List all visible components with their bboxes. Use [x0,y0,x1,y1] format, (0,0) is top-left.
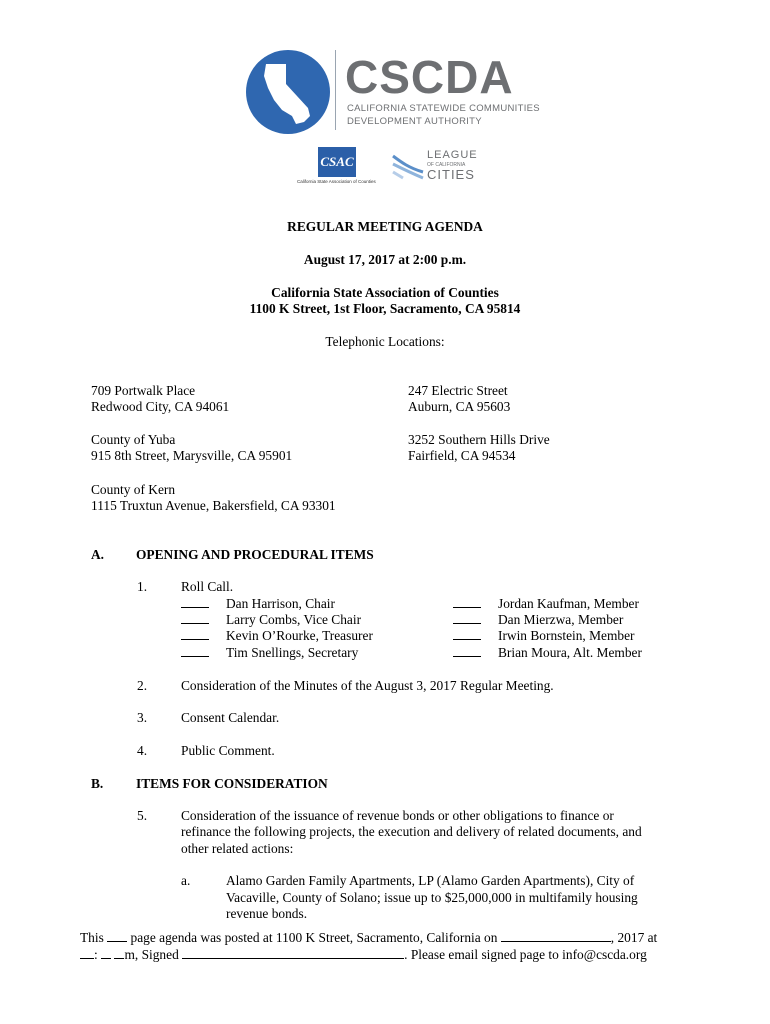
hour-blank[interactable] [80,947,94,959]
location-2-line1: 247 Electric Street [408,383,508,398]
attendance-blank[interactable] [181,645,209,657]
item-1-number: 1. [137,579,148,594]
logo-divider [335,50,336,130]
section-b-title: ITEMS FOR CONSIDERATION [136,776,328,791]
member-name: Tim Snellings, Secretary [226,645,359,660]
attendance-blank[interactable] [453,596,481,608]
logo-wordmark: CSCDA [345,51,514,103]
posting-text: m, Signed [124,947,179,962]
location-5-line1: County of Kern [91,482,176,497]
location-1-line2: Redwood City, CA 94061 [91,399,230,414]
signature-blank[interactable] [182,947,404,959]
roll-call-row [181,645,209,661]
item-5-line2: refinance the following projects, the execution and delivery of related documents, and [181,824,642,839]
member-name: Larry Combs, Vice Chair [226,612,362,627]
member-name: Irwin Bornstein, Member [498,628,635,643]
member-name: Kevin O’Rourke, Treasurer [226,628,373,643]
league-of-cities-icon [391,152,425,184]
meeting-date: August 17, 2017 at 2:00 p.m. [303,252,467,267]
posting-line-2 [80,947,647,963]
section-a-title: OPENING AND PROCEDURAL ITEMS [136,547,374,562]
section-b-letter: B. [91,776,104,791]
posting-text: This [80,930,104,945]
meeting-address: 1100 K Street, 1st Floor, Sacramento, CA 95814 [249,301,521,316]
roll-call-row [453,612,481,628]
csac-logo: CSAC [318,147,356,177]
posting-text: : [94,947,98,962]
member-name: Dan Mierzwa, Member [498,612,624,627]
posting-line-1 [80,930,657,946]
league-text-bottom: CITIES [427,167,475,182]
section-a-letter: A. [91,547,105,562]
posting-date-blank[interactable] [501,930,611,942]
item-2-text: Consideration of the Minutes of the August 3, 2017 Regular Meeting. [181,678,554,693]
item-5a-line3: revenue bonds. [226,906,308,921]
meeting-venue: California State Association of Counties [271,285,499,300]
attendance-blank[interactable] [181,596,209,608]
csac-caption: California State Association of Counties [297,179,376,184]
location-1-line1: 709 Portwalk Place [91,383,196,398]
logo-subtitle-line2: DEVELOPMENT AUTHORITY [347,116,482,127]
item-5a-line2: Vacaville, County of Solano; issue up to $25,000,000 in multifamily housing [226,890,638,905]
item-5-line1: Consideration of the issuance of revenue bonds or other obligations to finance or [181,808,614,823]
attendance-blank[interactable] [181,628,209,640]
item-5a-line1: Alamo Garden Family Apartments, LP (Alamo Garden Apartments), City of [226,873,635,888]
item-1-text: Roll Call. [181,579,234,594]
league-text-mid: OF CALIFORNIA [427,162,466,168]
page-count-blank[interactable] [107,930,127,942]
item-4-text: Public Comment. [181,743,275,758]
agenda-title: REGULAR MEETING AGENDA [287,219,483,234]
item-5a-letter: a. [181,873,191,888]
location-2-line2: Auburn, CA 95603 [408,399,511,414]
attendance-blank[interactable] [453,628,481,640]
member-name: Dan Harrison, Chair [226,596,335,611]
location-4-line1: 3252 Southern Hills Drive [408,432,550,447]
posting-text: . Please email signed page to info@cscda.org [404,947,647,962]
item-5-line3: other related actions: [181,841,294,856]
item-4-number: 4. [137,743,148,758]
league-text-top: LEAGUE [427,149,478,161]
member-name: Jordan Kaufman, Member [498,596,639,611]
roll-call-row [453,645,481,661]
california-map-icon [246,50,330,134]
roll-call-row [181,596,209,612]
attendance-blank[interactable] [181,612,209,624]
roll-call-row [181,628,209,644]
telephonic-heading: Telephonic Locations: [325,334,445,349]
location-3-line2: 915 8th Street, Marysville, CA 95901 [91,448,293,463]
location-3-line1: County of Yuba [91,432,176,447]
item-3-number: 3. [137,710,148,725]
item-2-number: 2. [137,678,148,693]
item-3-text: Consent Calendar. [181,710,280,725]
member-name: Brian Moura, Alt. Member [498,645,642,660]
ampm-blank[interactable] [114,947,124,959]
logo-subtitle-line1: CALIFORNIA STATEWIDE COMMUNITIES [347,103,540,114]
location-4-line2: Fairfield, CA 94534 [408,448,516,463]
roll-call-row [181,612,209,628]
minute-blank[interactable] [101,947,111,959]
roll-call-row [453,628,481,644]
roll-call-row [453,596,481,612]
posting-text: , 2017 at [610,930,658,945]
posting-text: page agenda was posted at 1100 K Street, Sacramento, California on [130,930,498,945]
attendance-blank[interactable] [453,612,481,624]
location-5-line2: 1115 Truxtun Avenue, Bakersfield, CA 93301 [91,498,336,513]
item-5-number: 5. [137,808,148,823]
attendance-blank[interactable] [453,645,481,657]
